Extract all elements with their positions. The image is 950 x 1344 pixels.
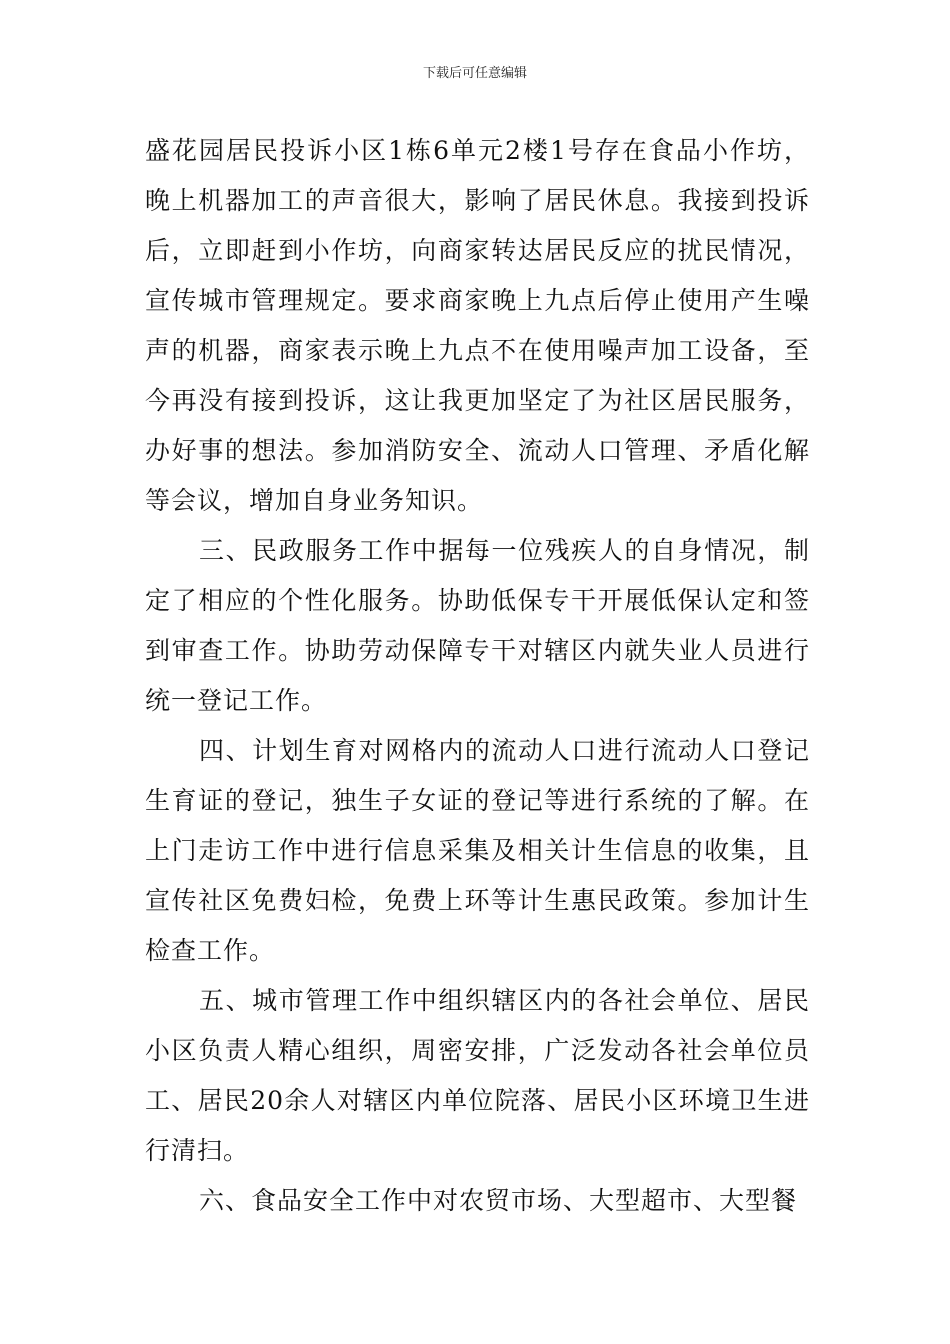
paragraph-food-safety: 六、食品安全工作中对农贸市场、大型超市、大型餐 [199,1186,798,1215]
page-header-note: 下载后可任意编辑 [422,66,527,81]
paragraph-family-planning: 四、计划生育对网格内的流动人口进行流动人口登记生育证的登记，独生子女证的登记等进行系统的了解。在上门走访工作中进行信息采集及相关计生信息的收集，且宣传社区免费妇检，免费上环等计生惠民政策。参加计生检查工作。 [145,736,810,965]
paragraph-city-management: 五、城市管理工作中组织辖区内的各社会单位、居民小区负责人精心组织，周密安排，广泛发动各社会单位员工、居民20余人对辖区内单位院落、居民小区环境卫生进行清扫。 [145,986,810,1165]
document-body [145,126,810,1226]
paragraph-continuation: 盛花园居民投诉小区1栋6单元2楼1号存在食品小作坊，晚上机器加工的声音很大，影响了居民休息。我接到投诉后，立即赶到小作坊，向商家转达居民反应的扰民情况，宣传城市管理规定。要求商家晚上九点后停止使用产生噪声的机器，商家表示晚上九点不在使用噪声加工设备，至今再没有接到投诉，这让我更加坚定了为社区居民服务，办好事的想法。参加消防安全、流动人口管理、矛盾化解等会议，增加自身业务知识。 [145,136,810,515]
paragraph-civil-affairs: 三、民政服务工作中据每一位残疾人的自身情况，制定了相应的个性化服务。协助低保专干开展低保认定和签到审查工作。协助劳动保障专干对辖区内就失业人员进行统一登记工作。 [145,536,810,715]
